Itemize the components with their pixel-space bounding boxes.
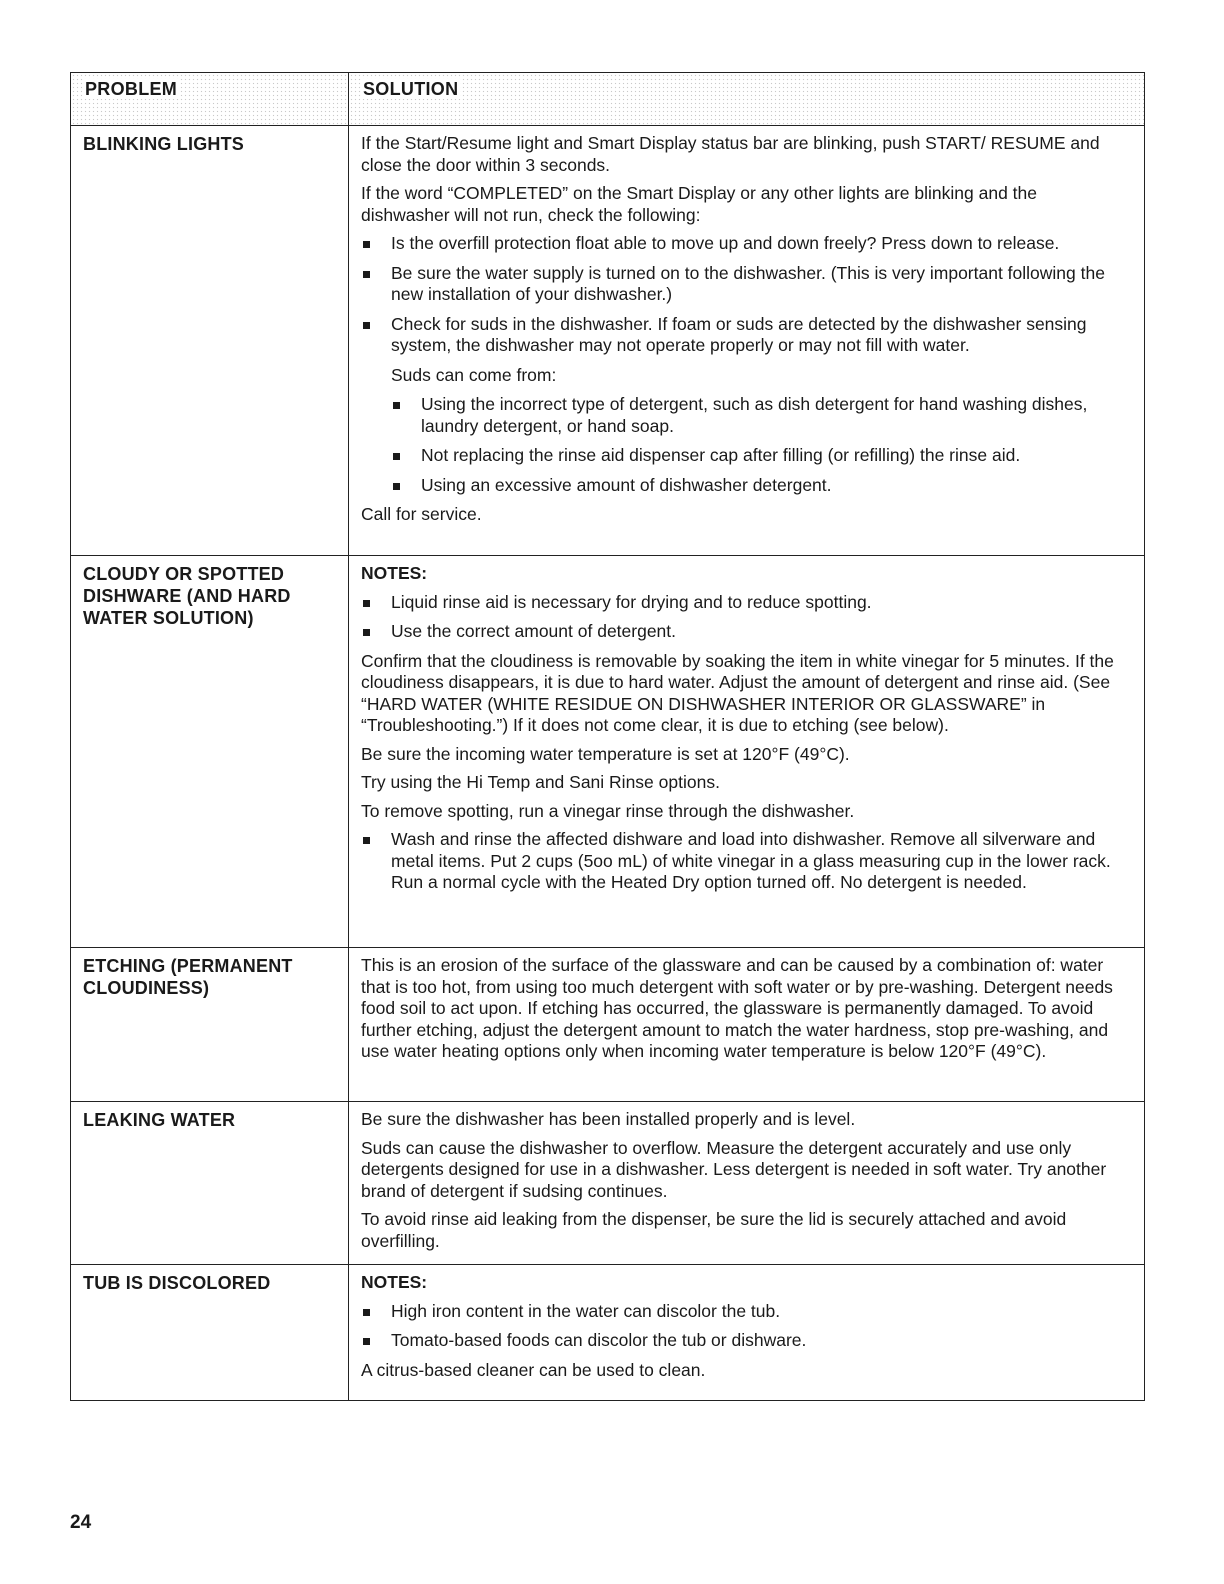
table-row xyxy=(71,1265,1145,1401)
solution-text: Call for service. xyxy=(361,504,482,524)
notes-label: NOTES: xyxy=(361,563,428,583)
list-item: Be sure the water supply is turned on to the dishwasher. (This is very important following the new installation of your dishwasher.) xyxy=(361,263,1130,306)
list-item: Using the incorrect type of detergent, such as dish detergent for hand washing dishes, laundry detergent, or hand soap. xyxy=(391,394,1130,437)
list-item: Using an excessive amount of dishwasher detergent. xyxy=(391,475,1130,497)
solution-cell xyxy=(349,126,1145,556)
sub-bullet-list xyxy=(391,394,1130,496)
list-item: Use the correct amount of detergent. xyxy=(361,621,1130,643)
list-item: Is the overfill protection float able to move up and down freely? Press down to release. xyxy=(361,233,1130,255)
list-item: Check for suds in the dishwasher. If foam or suds are detected by the dishwasher sensing system, the dishwasher may not operate properly or may not fill with water. xyxy=(361,314,1130,357)
solution-cell xyxy=(349,1265,1145,1401)
list-item: Tomato-based foods can discolor the tub or dishware. xyxy=(361,1330,1130,1352)
solution-text: Be sure the dishwasher has been installed properly and is level. xyxy=(361,1109,856,1129)
table-row xyxy=(71,1102,1145,1265)
header-solution: SOLUTION xyxy=(349,73,1145,126)
table-row xyxy=(71,556,1145,948)
list-item: Wash and rinse the affected dishware and load into dishwasher. Remove all silverware and metal items. Put 2 cups (5oo mL) of white vinegar in a glass measuring cup in the lower rack. Run a normal cycle with the Heated Dry option turned off. No detergent is needed. xyxy=(361,829,1130,894)
problem-cell: LEAKING WATER xyxy=(71,1102,349,1265)
notes-label: NOTES: xyxy=(361,1272,428,1292)
solution-text: If the Start/Resume light and Smart Display status bar are blinking, push START/ RESUME and close the door within 3 seconds. xyxy=(361,133,1100,175)
bullet-list xyxy=(361,829,1130,894)
table-header-row xyxy=(71,73,1145,126)
page-number: 24 xyxy=(70,1512,92,1533)
list-item: Liquid rinse aid is necessary for drying and to reduce spotting. xyxy=(361,592,1130,614)
solution-text: This is an erosion of the surface of the glassware and can be caused by a combination of: water that is too hot, from using too much detergent with soft water or by pre-washing. Detergent needs food soil to act upon. If etching has occurred, the glassware is permanently damaged. To avoid further etching, adjust the detergent amount to match the water hardness, stop pre-washing, and use water heating options only when incoming water temperature is below 120°F (49°C). xyxy=(361,955,1113,1061)
problem-cell: BLINKING LIGHTS xyxy=(71,126,349,556)
list-item: Not replacing the rinse aid dispenser cap after filling (or refilling) the rinse aid. xyxy=(391,445,1130,467)
table-row xyxy=(71,948,1145,1102)
bullet-list xyxy=(361,233,1130,357)
solution-text: Be sure the incoming water temperature is set at 120°F (49°C). xyxy=(361,743,850,764)
header-problem: PROBLEM xyxy=(71,73,349,126)
solution-text: Suds can come from: xyxy=(391,364,557,385)
solution-text: Suds can cause the dishwasher to overflow. Measure the detergent accurately and use only detergents designed for use in a dishwasher. Less detergent is needed in soft water. Try another brand of detergent if sudsing continues. xyxy=(361,1137,1107,1201)
solution-cell xyxy=(349,556,1145,948)
problem-cell: CLOUDY OR SPOTTED DISHWARE (AND HARD WATER SOLUTION) xyxy=(71,556,349,948)
problem-cell: TUB IS DISCOLORED xyxy=(71,1265,349,1401)
problem-cell: ETCHING (PERMANENT CLOUDINESS) xyxy=(71,948,349,1102)
troubleshooting-table xyxy=(70,72,1145,1401)
solution-text: A citrus-based cleaner can be used to clean. xyxy=(361,1359,706,1380)
solution-cell xyxy=(349,948,1145,1102)
list-item: High iron content in the water can discolor the tub. xyxy=(361,1301,1130,1323)
solution-text: If the word “COMPLETED” on the Smart Display or any other lights are blinking and the dishwasher will not run, check the following: xyxy=(361,183,1037,225)
table-row xyxy=(71,126,1145,556)
bullet-list xyxy=(361,1301,1130,1352)
bullet-list xyxy=(361,592,1130,643)
solution-text: Confirm that the cloudiness is removable by soaking the item in white vinegar for 5 minutes. If the cloudiness disappears, it is due to hard water. Adjust the amount of detergent and rinse aid. (See “HARD WATER (WHITE RESIDUE ON DISHWASHER INTERIOR OR GLASSWARE” in “Troubleshooting.”) If it does not come clear, it is due to etching (see below). xyxy=(361,650,1114,735)
solution-text: Try using the Hi Temp and Sani Rinse options. xyxy=(361,772,720,792)
solution-cell xyxy=(349,1102,1145,1265)
solution-text: To remove spotting, run a vinegar rinse through the dishwasher. xyxy=(361,800,855,821)
solution-text: To avoid rinse aid leaking from the dispenser, be sure the lid is securely attached and avoid overfilling. xyxy=(361,1209,1067,1251)
